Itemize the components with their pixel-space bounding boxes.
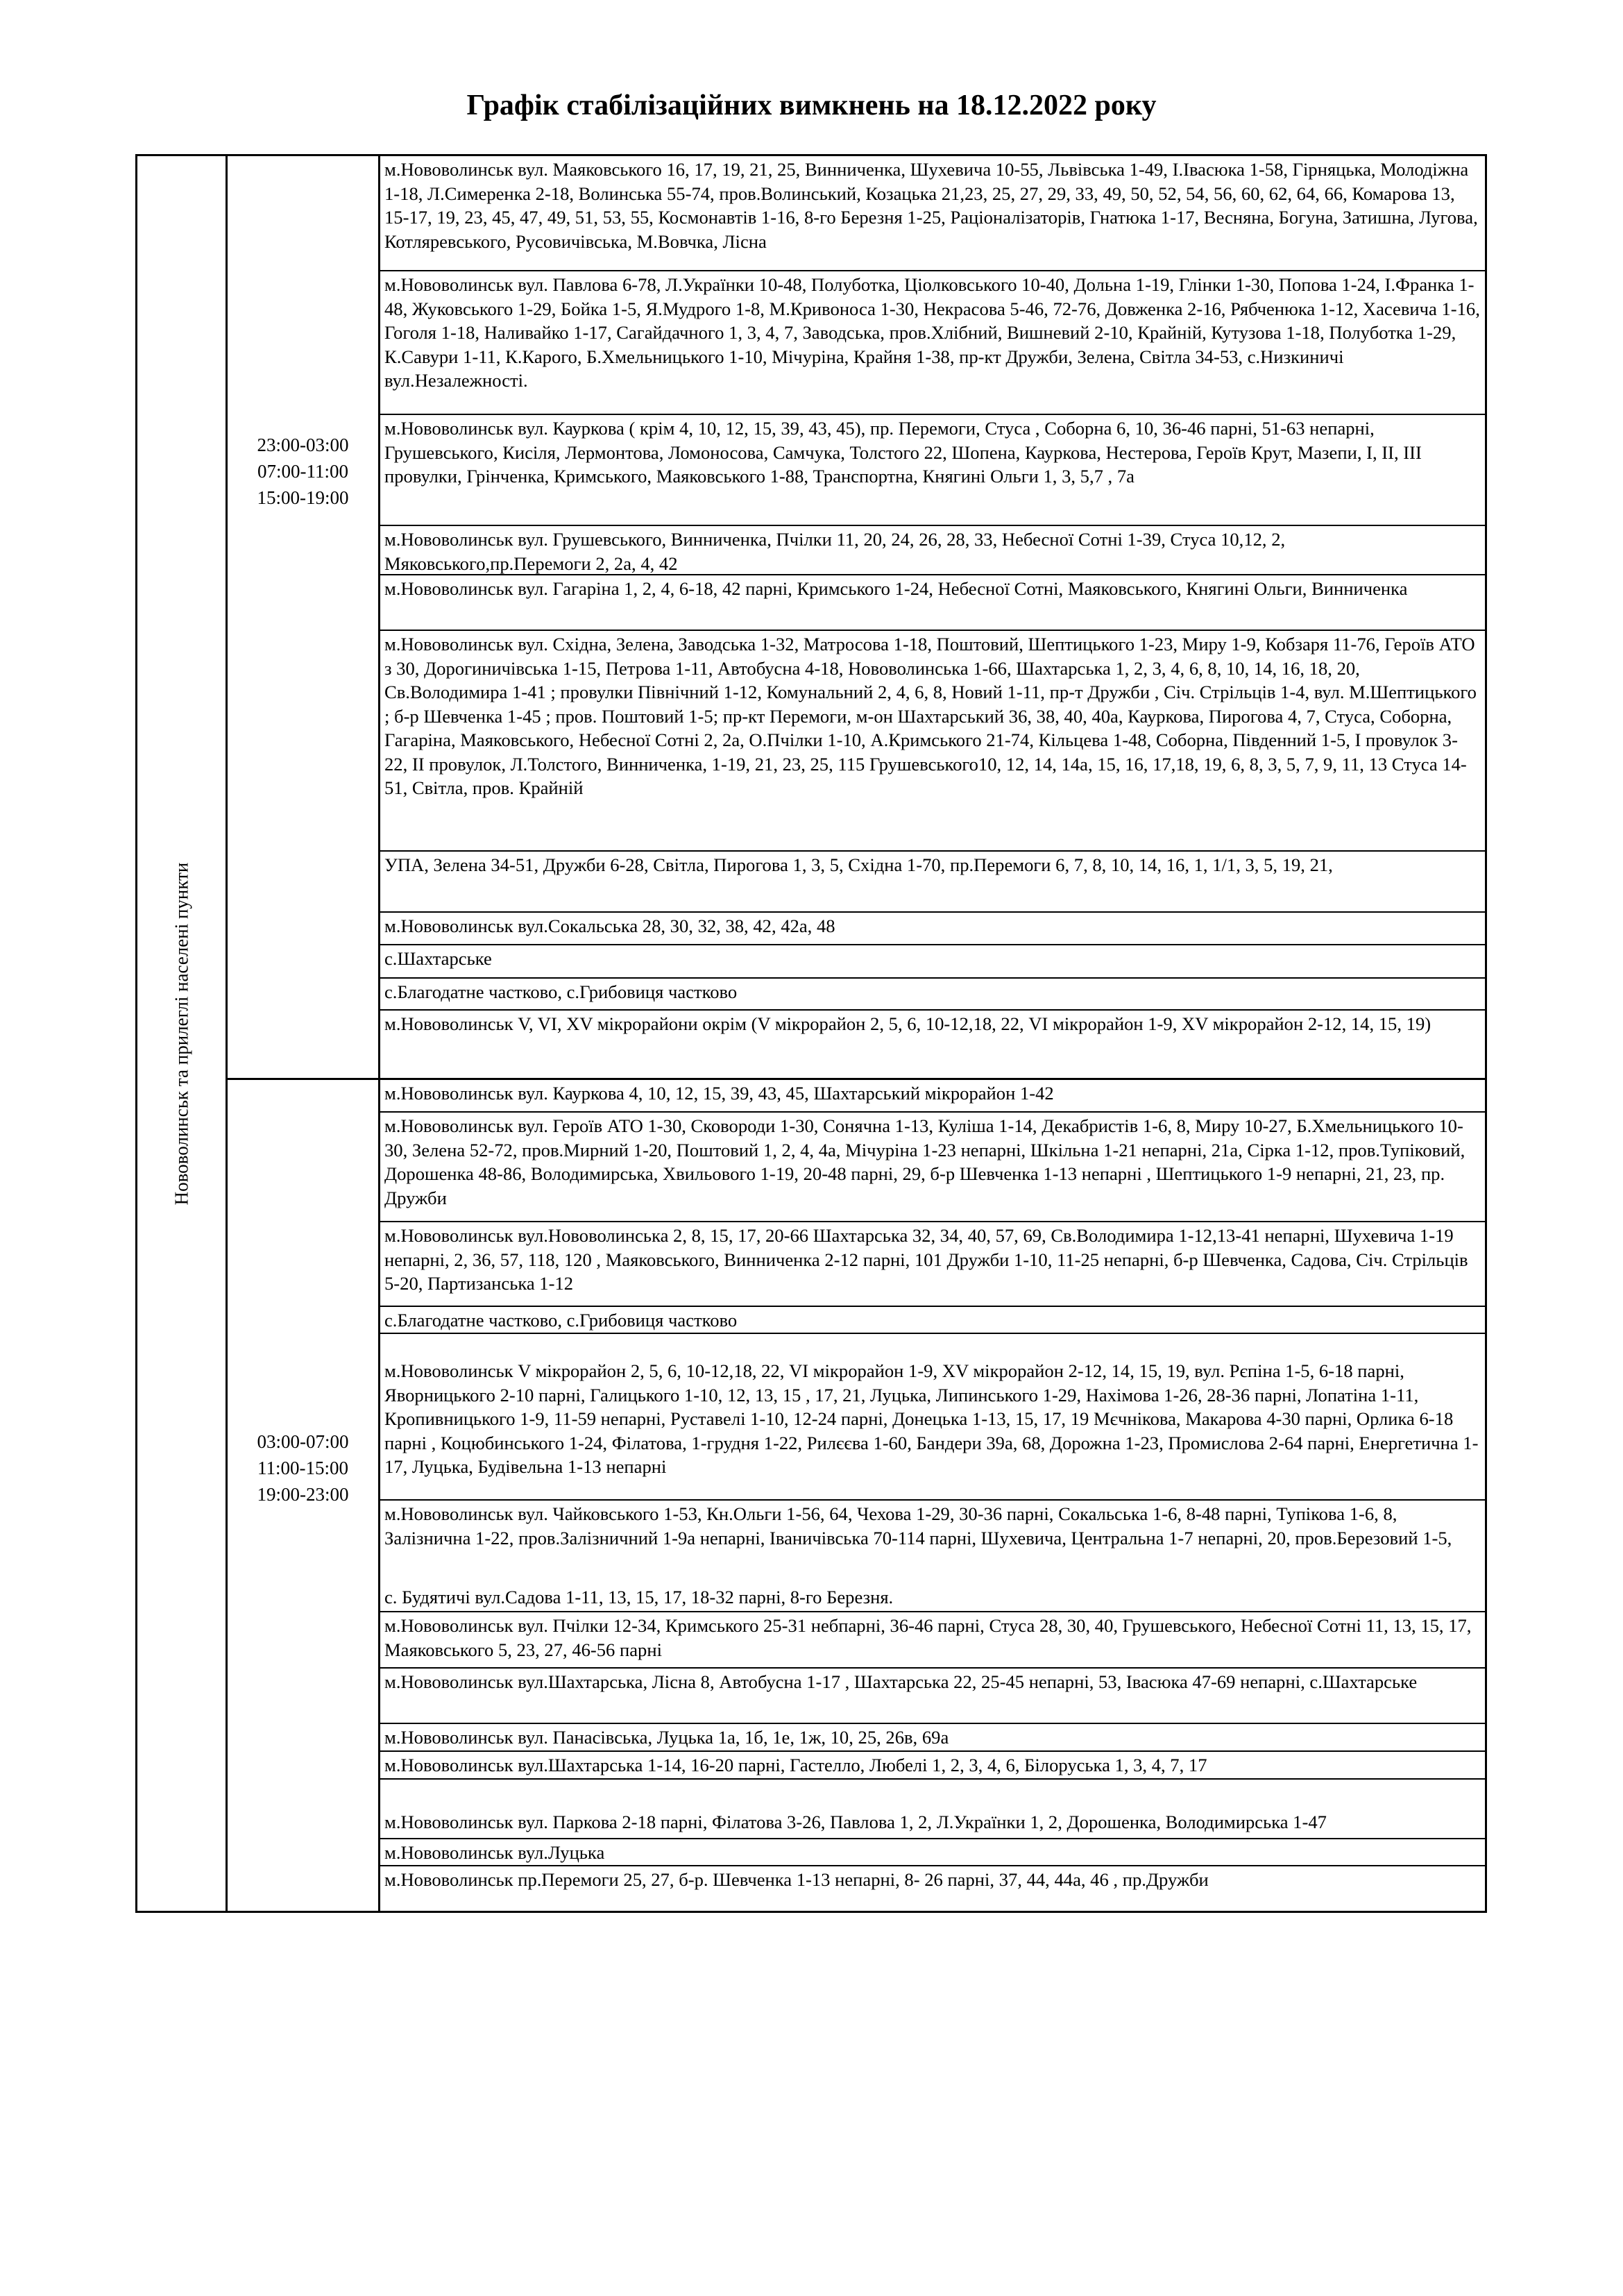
schedule-table bbox=[135, 154, 1487, 1913]
address-row: м.Нововолинськ V мікрорайон 2, 5, 6, 10-12,18, 22, VI мікрорайон 1-9, XV мікрорайон 2-12, 14, 15, 19, вул. Рєпіна 1-5, 6-18 парні, Яворницького 2-10 парні, Галицького 1-10, 12, 13, 15 , 17, 21, Луцька, Липинського 1-29, Нахімова 1-26, 28-36 парні, Лопатіна 1-11, Кропивницького 1-9, 11-59 непарні, Руставелі 1-10, 12-24 парні, Донецька 1-13, 15, 17, 19 Мєчнікова, Макарова 4-30 парні, Орлика 6-18 парні , Коцюбинського 1-24, Філатова, 1-грудня 1-22, Рилєєва 1-60, Бандери 39а, 68, Дорожна 1-23, Промислова 2-64 парні, Енергетична 1-17, Луцька, Будівельна 1-13 непарні bbox=[380, 1334, 1485, 1501]
address-cell-group-1 bbox=[380, 155, 1486, 1079]
address-row: м.Нововолинськ вул. Панасівська, Луцька 1а, 1б, 1е, 1ж, 10, 25, 26в, 69а bbox=[380, 1724, 1485, 1752]
address-row: с.Шахтарське bbox=[380, 945, 1485, 979]
address-row: с.Благодатне частково, с.Грибовиця частково bbox=[380, 979, 1485, 1011]
address-row: с.Благодатне частково, с.Грибовиця частково bbox=[380, 1307, 1485, 1334]
address-row: м.Нововолинськ вул. Чайковського 1-53, Кн.Ольги 1-56, 64, Чехова 1-29, 30-36 парні, Сокальська 1-6, 8-48 парні, Тупікова 1-6, 8, Залізнична 1-22, пров.Залізничний 1-9а непарні, Іваничівська 70-114 парні, Шухевича, Центральна 1-7 непарні, 20, пров.Березовий 1-5, bbox=[384, 1503, 1452, 1548]
page-title: Графік стабілізаційних вимкнень на 18.12.2022 року bbox=[466, 90, 1157, 121]
address-row: УПА, Зелена 34-51, Дружби 6-28, Світла, Пирогова 1, 3, 5, Східна 1-70, пр.Перемоги 6, 7, 8, 10, 14, 16, 1, 1/1, 3, 5, 19, 21, bbox=[380, 852, 1485, 913]
address-row: м.Нововолинськ вул. Паркова 2-18 парні, Філатова 3-26, Павлова 1, 2, Л.Українки 1, 2, Дорошенка, Володимирська 1-47 bbox=[380, 1780, 1485, 1839]
address-row: м.Нововолинськ вул.Нововолинська 2, 8, 15, 17, 20-66 Шахтарська 32, 34, 40, 57, 69, Св.Володимира 1-12,13-41 непарні, Шухевича 1-19 непарні, 2, 36, 57, 118, 120 , Маяковського, Винниченка 2-12 парні, 101 Дружби 1-10, 11-25 непарні, б-р Шевченка, Садова, Січ. Стрільців 5-20, Партизанська 1-12 bbox=[380, 1222, 1485, 1307]
address-row: м.Нововолинськ вул. Пчілки 12-34, Кримського 25-31 небпарні, 36-46 парні, Стуса 28, 30, 40, Грушевського, Небесної Сотні 11, 13, 15, 17, Маяковського 5, 23, 27, 46-56 парні bbox=[380, 1612, 1485, 1669]
address-row: м.Нововолинськ вул. Павлова 6-78, Л.Українки 10-48, Полуботка, Ціолковського 10-40, Дольна 1-19, Глінки 1-30, Попова 1-24, І.Франка 1-48, Жуковського 1-29, Бойка 1-5, Я.Мудрого 1-8, М.Кривоноса 1-30, Некрасова 5-46, 72-76, Довженка 2-16, Рябченюка 1-12, Хасевича 1-16, Гоголя 1-18, Наливайко 1-17, Сагайдачного 1, 3, 4, 7, Заводська, пров.Хлібний, Вишневий 2-10, Крайній, Кутузова 1-18, Полуботка 1-29, К.Савури 1-11, К.Карого, Б.Хмельницького 1-10, Мічуріна, Крайня 1-38, пр-кт Дружби, Зелена, Світла 34-53, с.Низкиничі вул.Незалежності. bbox=[380, 271, 1485, 415]
address-row: м.Нововолинськ вул. Кауркова ( крім 4, 10, 12, 15, 39, 43, 45), пр. Перемоги, Стуса , Соборна 6, 10, 36-46 парні, 51-63 непарні, Грушевського, Кисіля, Лермонтова, Ломоносова, Самчука, Толстого 22, Шопена, Кауркова, Нестерова, Героїв Крут, Мазепи, І, ІІ, ІІІ провулки, Грінченка, Кримського, Маяковського 1-88, Транспортна, Княгині Ольги 1, 3, 5,7 , 7а bbox=[380, 415, 1485, 526]
time-slot: 07:00-11:00 bbox=[257, 461, 348, 482]
time-slot: 03:00-07:00 bbox=[257, 1430, 349, 1452]
address-row: м.Нововолинськ вул.Шахтарська 1-14, 16-20 парні, Гастелло, Любелі 1, 2, 3, 4, 6, Білоруська 1, 3, 4, 7, 17 bbox=[380, 1752, 1485, 1780]
address-row: м.Нововолинськ пр.Перемоги 25, 27, б-р. Шевченка 1-13 непарні, 8- 26 парні, 37, 44, 44а, 46 , пр.Дружби bbox=[384, 1869, 1209, 1890]
address-row: м.Нововолинськ вул. Гагаріна 1, 2, 4, 6-18, 42 парні, Кримського 1-24, Небесної Сотні, Маяковського, Княгині Ольги, Винниченка bbox=[380, 575, 1485, 631]
group-row-1 bbox=[137, 155, 1486, 1079]
address-row: с. Будятичі вул.Садова 1-11, 13, 15, 17, 18-32 парні, 8-го Березня. bbox=[380, 1584, 1485, 1612]
address-row: м.Нововолинськ вул. Маяковського 16, 17, 19, 21, 25, Винниченка, Шухевича 10-55, Львівська 1-49, І.Івасюка 1-58, Гірняцька, Молодіжна 1-18, Л.Симеренка 2-18, Волинська 55-74, пров.Волинський, Козацька 21,23, 25, 27, 29, 33, 49, 50, 52, 54, 56, 60, 62, 64, 66, Комарова 13, 15-17, 19, 23, 45, 47, 49, 51, 53, 55, Космонавтів 1-16, 8-го Березня 1-25, Раціоналізаторів, Гнатюка 1-17, Весняна, Богуна, Затишна, Лугова, Котляревського, Русовичівська, М.Вовчка, Лісна bbox=[380, 156, 1485, 271]
address-row: м.Нововолинськ вул. Східна, Зелена, Заводська 1-32, Матросова 1-18, Поштовий, Шептицького 1-23, Миру 1-9, Кобзаря 11-76, Героїв АТО з 30, Дорогиничівська 1-15, Петрова 1-11, Автобусна 4-18, Нововолинська 1-66, Шахтарська 1, 2, 3, 4, 6, 8, 10, 14, 16, 18, 20, Св.Володимира 1-41 ; провулки Північний 1-12, Комунальний 2, 4, 6, 8, Новий 1-11, пр-т Дружби , Січ. Стрільців 1-4, вул. М.Шептицького ; б-р Шевченка 1-45 ; пров. Поштовий 1-5; пр-кт Перемоги, м-он Шахтарський 36, 38, 40, 40а, Кауркова, Пирогова 4, 7, Стуса, Соборна, Гагаріна, Маяковського, Небесної Сотні 2, 2а, О.Пчілки 1-10, А.Кримського 21-74, Кільцева 1-48, Соборна, Південний 1-5, І провулок 3-22, ІІ провулок, Л.Толстого, Винниченка, 1-19, 21, 23, 25, 115 Грушевського10, 12, 14, 14а, 15, 16, 17,18, 19, 6, 8, 3, 5, 7, 9, 11, 13 Стуса 14-51, Світла, пров. Крайній bbox=[380, 631, 1485, 852]
address-row: м.Нововолинськ вул.Луцька bbox=[380, 1839, 1485, 1866]
address-row: м.Нововолинськ вул. Кауркова 4, 10, 12, 15, 39, 43, 45, Шахтарський мікрорайон 1-42 bbox=[380, 1080, 1485, 1113]
time-slots-group-2 bbox=[227, 1079, 380, 1912]
group-row-2 bbox=[137, 1079, 1486, 1912]
address-cell-group-2 bbox=[380, 1079, 1486, 1912]
time-slot: 15:00-19:00 bbox=[257, 487, 349, 508]
time-slot: 23:00-03:00 bbox=[257, 434, 349, 455]
address-row: м.Нововолинськ V, VI, XV мікрорайони окрім (V мікрорайон 2, 5, 6, 10-12,18, 22, VI мікрорайон 1-9, XV мікрорайон 2-12, 14, 15, 19) bbox=[384, 1013, 1431, 1034]
area-cell bbox=[137, 155, 227, 1912]
address-row: м.Нововолинськ вул.Сокальська 28, 30, 32, 38, 42, 42а, 48 bbox=[380, 913, 1485, 945]
address-row: м.Нововолинськ вул. Героїв АТО 1-30, Сковороди 1-30, Сонячна 1-13, Куліша 1-14, Декабристів 1-6, 8, Миру 10-27, Б.Хмельницького 10-30, Зелена 52-72, пров.Мирний 1-20, Поштовий 1, 2, 4, 4а, Мічуріна 1-23 непарні, Шкільна 1-21 непарні, 21а, Сірка 1-12, пров.Тупіковий, Дорошенка 48-86, Володимирська, Хвильового 1-19, 20-48 парні, 29, б-р Шевченка 1-13 непарні , Шептицького 1-9 непарні, 21, 23, пр. Дружби bbox=[380, 1113, 1485, 1222]
time-slots-group-1 bbox=[227, 155, 380, 1079]
address-row: м.Нововолинськ вул.Шахтарська, Лісна 8, Автобусна 1-17 , Шахтарська 22, 25-45 непарні, 53, Івасюка 47-69 непарні, с.Шахтарське bbox=[380, 1669, 1485, 1724]
time-slot: 19:00-23:00 bbox=[257, 1483, 349, 1505]
area-label: Нововолинськ та прилеглі населені пункти bbox=[171, 862, 192, 1205]
address-row: м.Нововолинськ вул. Грушевського, Винниченка, Пчілки 11, 20, 24, 26, 28, 33, Небесної Сотні 1-39, Стуса 10,12, 2, Мяковського,пр.Перемоги 2, 2а, 4, 42 bbox=[380, 526, 1485, 575]
time-slot: 11:00-15:00 bbox=[257, 1457, 348, 1478]
